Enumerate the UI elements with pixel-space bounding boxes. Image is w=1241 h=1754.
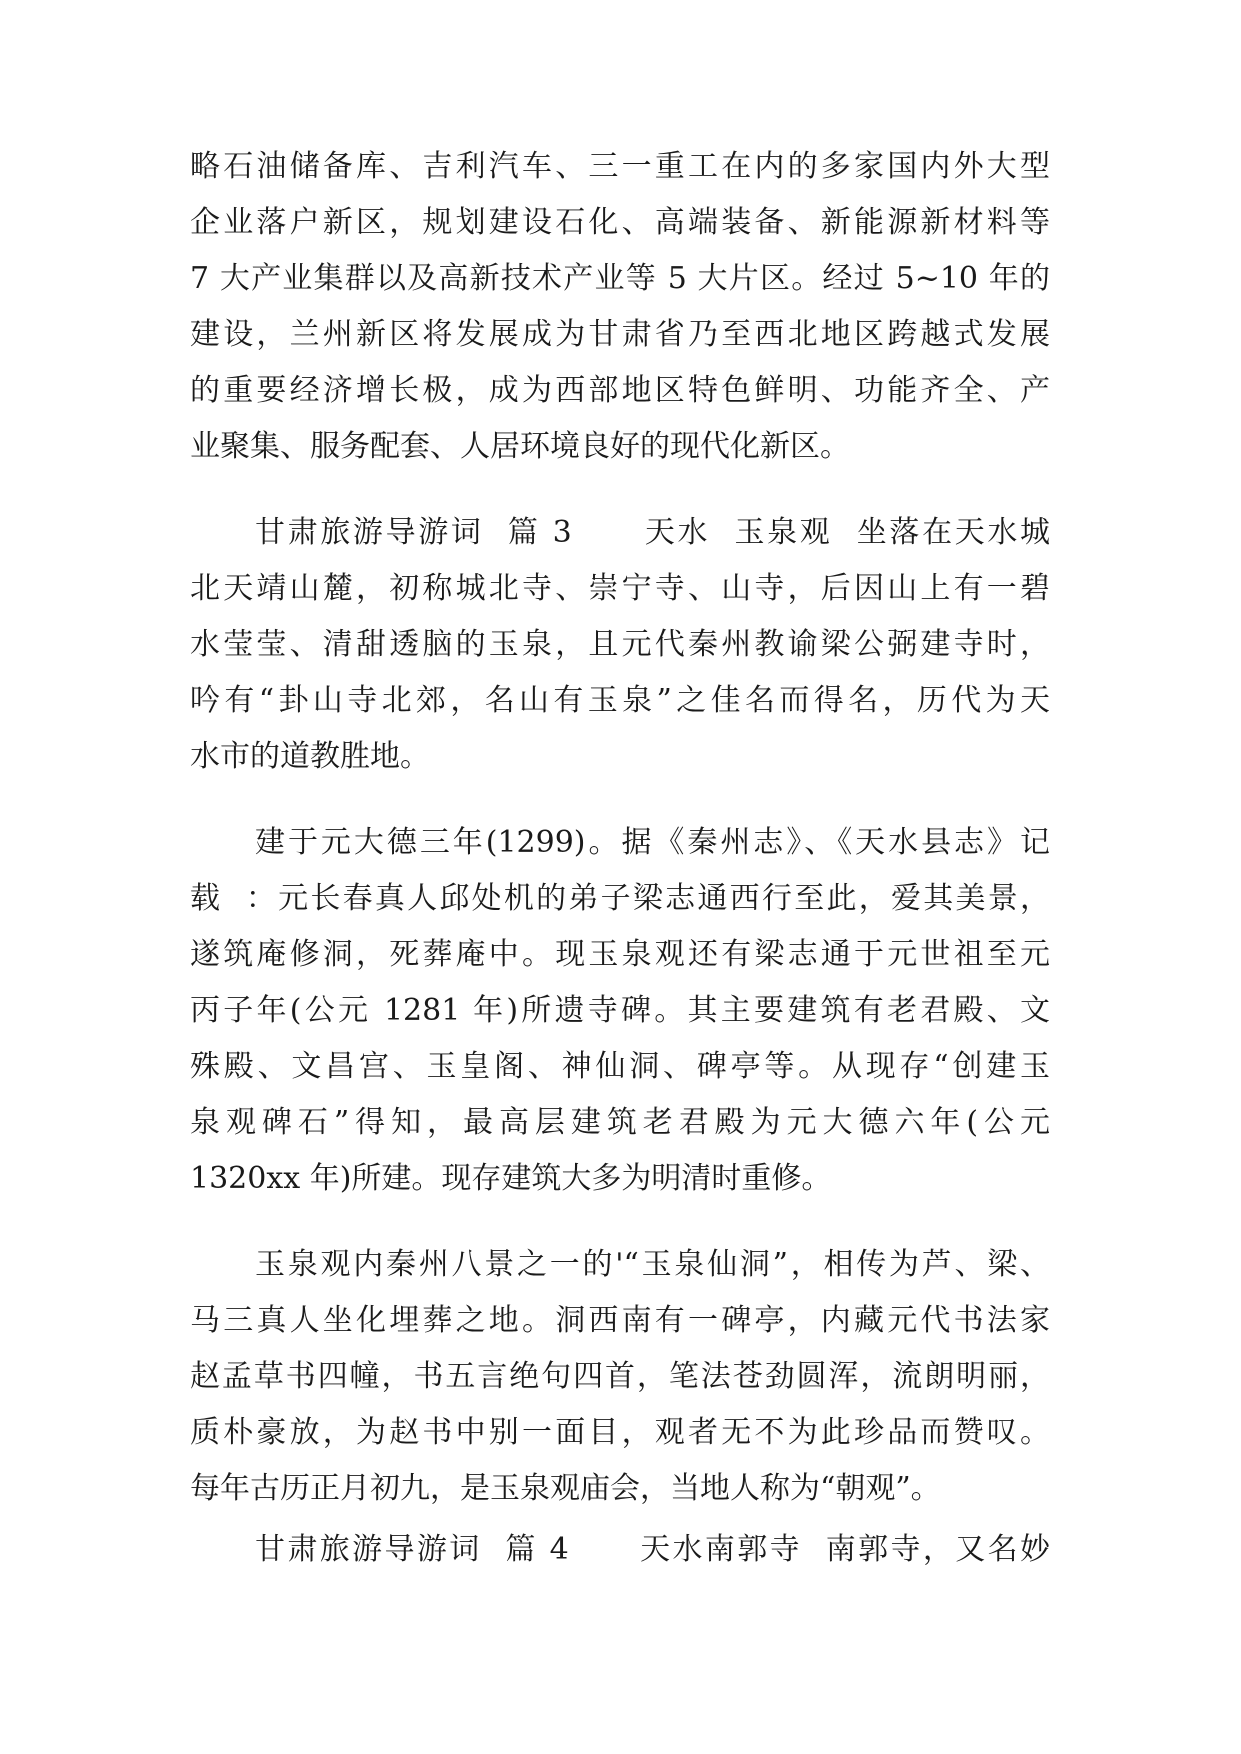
text-line: 马三真人坐化埋葬之地。洞西南有一碑亭，内藏元代书法家 bbox=[190, 1303, 1050, 1338]
section-heading-line: 甘肃旅游导游词 篇 4 天水南郭寺 南郭寺，又名妙 bbox=[255, 1532, 1050, 1567]
text-line: 吟有“卦山寺北郊，名山有玉泉”之佳名而得名，历代为天 bbox=[190, 683, 1050, 718]
text-line: 的重要经济增长极，成为西部地区特色鲜明、功能齐全、产 bbox=[190, 373, 1050, 408]
text-line: 质朴豪放，为赵书中别一面目，观者无不为此珍品而赞叹。 bbox=[190, 1415, 1050, 1450]
text-line: 7 大产业集群以及高新技术产业等 5 大片区。经过 5~10 年的 bbox=[190, 261, 1050, 296]
section-heading-line: 甘肃旅游导游词 篇 3 天水 玉泉观 坐落在天水城 bbox=[255, 515, 1050, 550]
text-line: 载 ：元长春真人邱处机的弟子梁志通西行至此，爱其美景， bbox=[190, 881, 1050, 916]
text-line: 赵孟草书四幢，书五言绝句四首，笔法苍劲圆浑，流朗明丽， bbox=[190, 1359, 1050, 1394]
text-line: 殊殿、文昌宫、玉皇阁、神仙洞、碑亭等。从现存“创建玉 bbox=[190, 1049, 1050, 1084]
text-line: 企业落户新区，规划建设石化、高端装备、新能源新材料等 bbox=[190, 205, 1050, 240]
text-line: 水市的道教胜地。 bbox=[190, 739, 430, 774]
text-line: 每年古历正月初九，是玉泉观庙会，当地人称为“朝观”。 bbox=[190, 1471, 941, 1506]
text-line: 建于元大德三年(1299)。据《秦州志》、《天水县志》记 bbox=[255, 825, 1050, 860]
text-line: 泉观碑石”得知，最高层建筑老君殿为元大德六年(公元 bbox=[190, 1105, 1050, 1140]
text-line: 略石油储备库、吉利汽车、三一重工在内的多家国内外大型 bbox=[190, 149, 1050, 184]
text-line: 丙子年(公元 1281 年)所遗寺碑。其主要建筑有老君殿、文 bbox=[190, 993, 1050, 1028]
text-line: 北天靖山麓，初称城北寺、崇宁寺、山寺，后因山上有一碧 bbox=[190, 571, 1050, 606]
text-line: 遂筑庵修洞，死葬庵中。现玉泉观还有梁志通于元世祖至元 bbox=[190, 937, 1050, 972]
text-line: 1320xx 年)所建。现存建筑大多为明清时重修。 bbox=[190, 1161, 832, 1196]
text-line: 玉泉观内秦州八景之一的'“玉泉仙洞”，相传为芦、梁、 bbox=[255, 1247, 1050, 1282]
text-line: 业聚集、服务配套、人居环境良好的现代化新区。 bbox=[190, 429, 850, 464]
text-line: 建设，兰州新区将发展成为甘肃省乃至西北地区跨越式发展 bbox=[190, 317, 1050, 352]
text-line: 水莹莹、清甜透脑的玉泉，且元代秦州教谕梁公弼建寺时， bbox=[190, 627, 1050, 662]
